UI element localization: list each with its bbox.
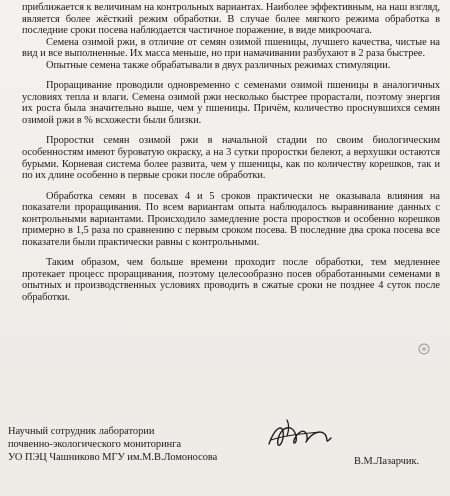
paragraph-3: Опытные семена также обрабатывали в двух различных режимах стимуляции. — [46, 59, 391, 71]
ink-smudge-icon — [418, 343, 430, 355]
signature-name: В.М.Лазарчик. — [354, 456, 420, 467]
paragraph-1: приближается к величинам на контрольных вариантах. Наиболее эффективным, на наш взгляд, является более жёсткий режим обработки. В случае более мягкого режима обработка в последние сроки посева наблюдается частичное поражение, в виде микроочага. — [22, 2, 440, 37]
handwritten-signature-icon — [263, 414, 343, 454]
document-body — [22, 2, 440, 304]
paragraph-5: Проростки семян озимой ржи в начальной стадии по своим биологическим особенностям имеют буроватую окраску, а на 3 сутки проростки белеют, а верхушки остаются бурыми. Корневая система более развита, чем у пшеницы, как по количеству корешков, так и по их длине особенно в первые сроки после обработки. — [22, 135, 440, 182]
paragraph-2: Семена озимой ржи, в отличие от семян озимой пшеницы, лучшего качества, чистые на вид и все выполненные. Их масса меньше, но при намачивании разбухают в 2 раза быстрее. — [22, 36, 440, 60]
paragraph-7: Таким образом, чем больше времени проходит после обработки, тем медленнее протекает процесс проращивания, поэтому целесообразно посев обработанными семенами в опытных и производственных условиях проводить в сжатые сроки не позднее 4 суток после обработки. — [22, 257, 440, 304]
paragraph-6: Обработка семян в посевах 4 и 5 сроков практически не оказывала влияния на показатели проращивания. По всем вариантам опыта наблюдалось выравнивание данных с контрольными вариантами. Происходило замедление роста проростков и особенно корешков примерно в 1,5 раза по сравнению с первым сроком посева. В последние два срока посева все показатели были практически равны с контрольными. — [22, 190, 440, 248]
signature-position-line1: Научный сотрудник лаборатории — [8, 426, 155, 437]
signature-position-line2: почвенно-экологического мониторинга — [8, 439, 182, 450]
signature-organization: УО ПЭЦ Чашниково МГУ им.М.В.Ломоносова — [8, 452, 218, 463]
signature-block — [8, 425, 444, 467]
paragraph-4: Проращивание проводили одновременно с семенами озимой пшеницы в аналогичных условиях тепла и влаги. Семена озимой ржи несколько быстрее прорастали, поэтому энергия их роста была значительно выше, чем у пшеницы. Причём, количество проснувшихся семян озимой ржи в % всхожести были близки. — [22, 80, 440, 126]
